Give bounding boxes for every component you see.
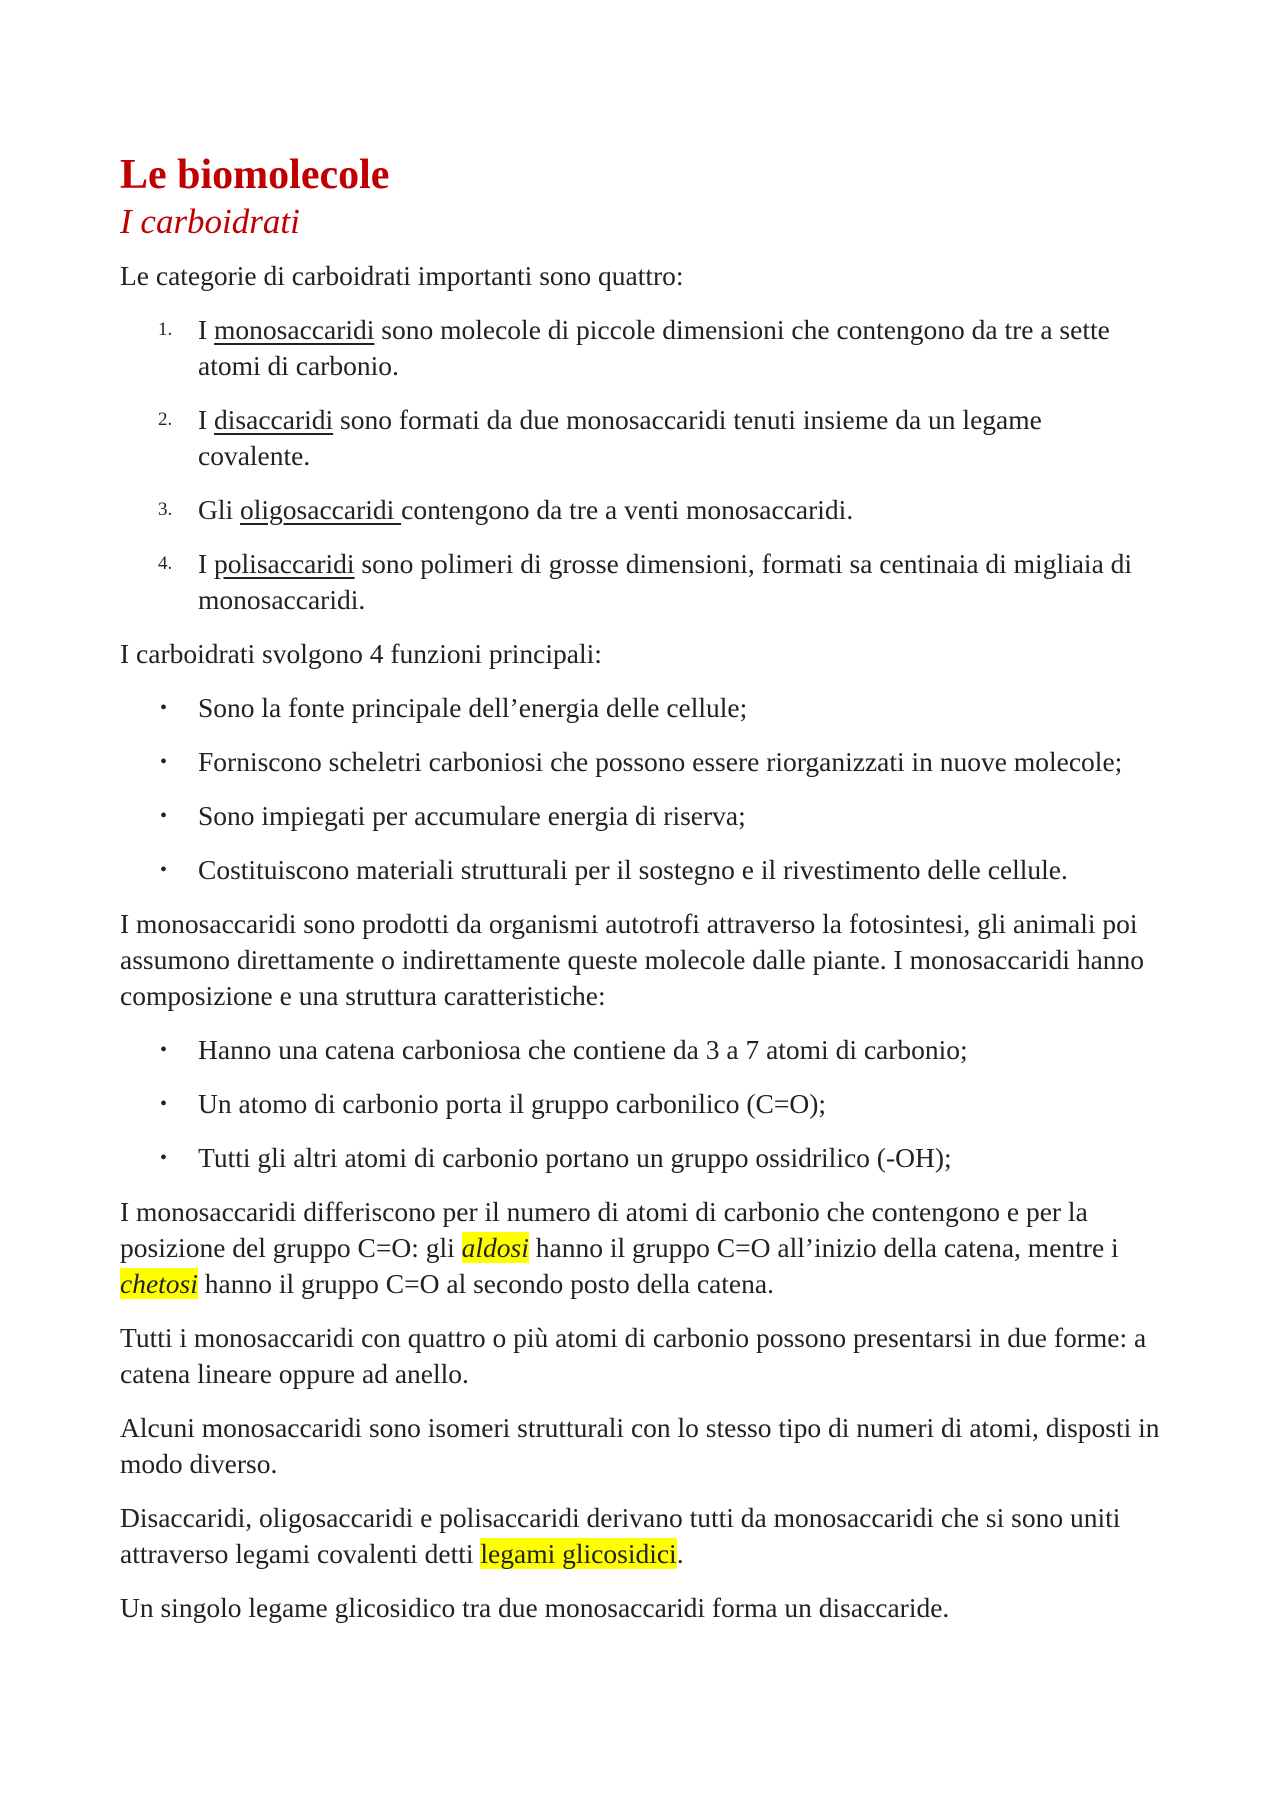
isomers-paragraph: Alcuni monosaccaridi sono isomeri strutturali con lo stesso tipo di numeri di atomi, disposti in modo diverso. [120,1412,1160,1479]
bullet-icon: • [160,1147,168,1169]
bullet-icon: • [160,1039,168,1061]
functions-intro: I carboidrati svolgono 4 funzioni principali: [120,638,602,669]
underlined-term: oligosaccaridi [240,494,402,525]
list-item: • Hanno una catena carboniosa che contiene da 3 a 7 atomi di carbonio; [120,1032,1160,1068]
list-item: 1. I monosaccaridi sono molecole di piccole dimensioni che contengono da tre a sette atomi di carbonio. [158,314,1110,381]
bullet-icon: • [160,805,168,827]
glycosidic-paragraph: Disaccaridi, oligosaccaridi e polisaccaridi derivano tutti da monosaccaridi che si sono uniti attraverso legami covalenti detti legami glicosidici. [120,1502,1121,1569]
list-item: 2. I disaccaridi sono formati da due monosaccaridi tenuti insieme da un legame covalente. [158,404,1042,471]
categories-intro: Le categorie di carboidrati importanti sono quattro: [120,260,684,291]
list-item: • Tutti gli altri atomi di carbonio portano un gruppo ossidrilico (-OH); [120,1140,1160,1176]
list-item: • Sono impiegati per accumulare energia di riserva; [120,798,1160,834]
underlined-term: disaccaridi [214,404,334,435]
categories-list [120,312,1160,618]
single-bond-paragraph: Un singolo legame glicosidico tra due monosaccaridi forma un disaccaride. [120,1592,950,1623]
list-number: 1. [158,319,173,340]
underlined-term: monosaccaridi [214,314,375,345]
forms-paragraph: Tutti i monosaccaridi con quattro o più atomi di carbonio possono presentarsi in due forme: a catena lineare oppure ad anello. [120,1322,1147,1389]
list-number: 2. [158,409,173,430]
list-item: • Costituiscono materiali strutturali per il sostegno e il rivestimento delle cellule. [120,852,1160,888]
highlighted-term: aldosi [461,1232,529,1263]
functions-list [120,690,1160,888]
list-item: • Un atomo di carbonio porta il gruppo carbonilico (C=O); [120,1086,1160,1122]
list-item: 4. I polisaccaridi sono polimeri di grosse dimensioni, formati sa centinaia di migliaia di monosaccaridi. [158,548,1133,615]
list-item: • Forniscono scheletri carboniosi che possono essere riorganizzati in nuove molecole; [120,744,1160,780]
highlighted-term: chetosi [120,1268,198,1299]
bullet-icon: • [160,859,168,881]
list-item: 3. Gli oligosaccaridi contengono da tre a venti monosaccaridi. [120,492,1160,528]
aldosi-chetosi-paragraph: I monosaccaridi differiscono per il numero di atomi di carbonio che contengono e per la posizione del gruppo C=O: gli aldosi hanno il gruppo C=O all’inizio della catena, mentre i chetosi hanno il gruppo C=O al secondo posto della catena. [120,1196,1119,1299]
monosaccharides-paragraph: I monosaccaridi sono prodotti da organismi autotrofi attraverso la fotosintesi, gli animali poi assumono direttamente o indirettamente queste molecole dalle piante. I monosaccaridi hanno composizione e una struttura caratteristiche: [120,908,1145,1011]
bullet-icon: • [160,751,168,773]
monosaccharide-features-list [120,1032,1160,1176]
underlined-term: polisaccaridi [214,548,355,579]
section-subtitle: I carboidrati [120,202,300,241]
highlighted-term: legami glicosidici [480,1538,677,1569]
list-number: 3. [158,499,173,520]
list-number: 4. [158,553,173,574]
list-item: • Sono la fonte principale dell’energia delle cellule; [120,690,1160,726]
page-title: Le biomolecole [120,152,390,198]
bullet-icon: • [160,697,168,719]
bullet-icon: • [160,1093,168,1115]
